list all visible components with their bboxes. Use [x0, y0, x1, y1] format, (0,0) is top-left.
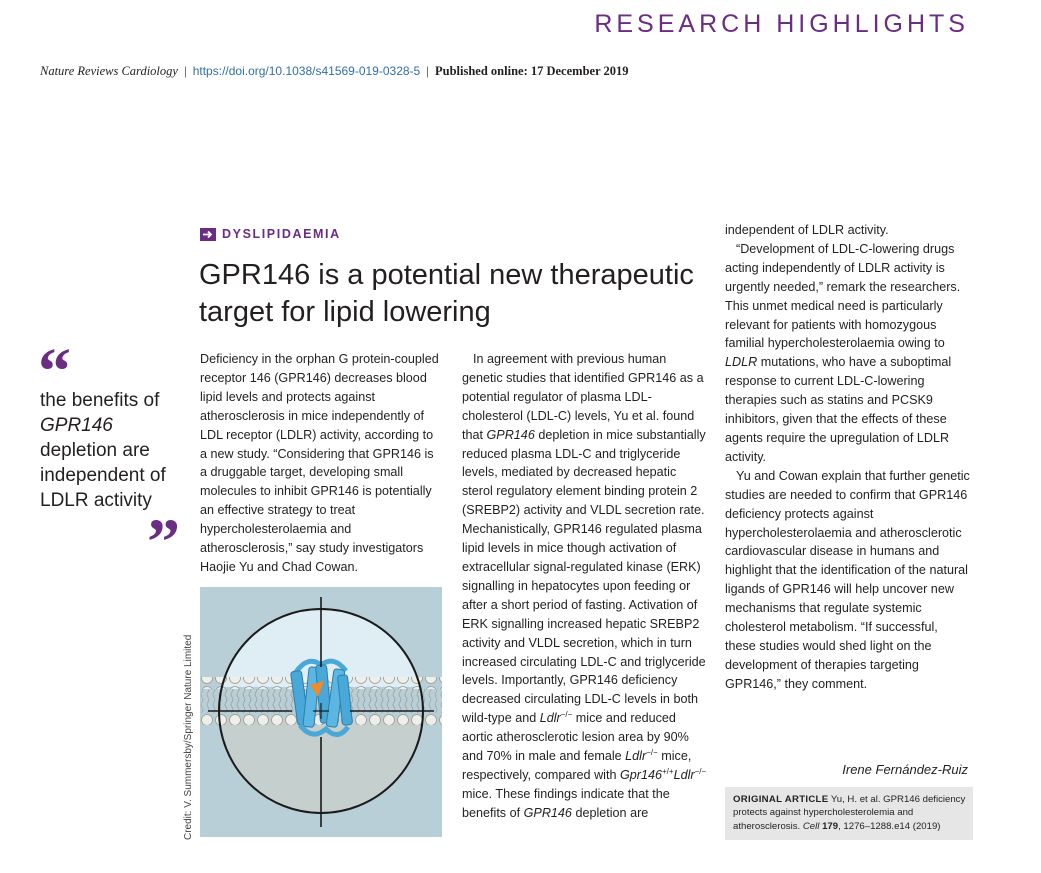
arrow-icon — [200, 228, 216, 241]
paragraph-2: In agreement with previous human genetic studies that identified GPR146 as a potential regulator of plasma LDL-cholesterol (LDL-C) levels, Yu et al. found that GPR146 depletion in mice substantially reduced plasma LDL-C and triglyceride levels, mediated by decreased hepatic sterol regulatory element binding protein 2 (SREBP2) activity and VLDL secretion rate. Mechanistically, GPR146 regulated plasma lipid levels in mice though activation of extracellular signal-regulated kinase (ERK) signalling in hepatocytes upon feeding or after a short period of fasting. Activation of ERK signalling increased hepatic SREBP2 activity and VLDL secretion, which in turn increased circulating LDL-C and triglyceride levels. Importantly, GPR146 deficiency decreased circulating LDL-C levels in both wild-type and Ldlr−/− mice and reduced aortic atherosclerotic lesion area by 90% and 70% in male and female Ldlr−/− mice, respectively, compared with Gpr146+/+Ldlr−/− mice. These findings indicate that the benefits of GPR146 depletion are — [462, 352, 707, 820]
doi-link[interactable]: https://doi.org/10.1038/s41569-019-0328-5 — [192, 64, 421, 78]
separator: | — [426, 64, 429, 78]
paragraph-2-continued: independent of LDLR activity. — [725, 223, 889, 237]
category-label — [200, 227, 341, 241]
article-headline: GPR146 is a potential new therapeutic target for lipid lowering — [199, 259, 694, 328]
gpr146-receptor-illustration — [200, 587, 442, 837]
published-date: Published online: 17 December 2019 — [435, 64, 629, 78]
body-column-1 — [200, 350, 440, 577]
category-text: DYSLIPIDAEMIA — [222, 227, 341, 241]
citation-line — [40, 64, 629, 79]
original-article-label: ORIGINAL ARTICLE — [733, 794, 829, 805]
section-title: RESEARCH HIGHLIGHTS — [594, 10, 969, 38]
paragraph-1: Deficiency in the orphan G protein-coupled receptor 146 (GPR146) decreases blood lipid levels and protects against atherosclerosis in mice independently of LDL receptor (LDLR) activity, according to a new study. “Considering that GPR146 is a druggable target, developing small molecules to inhibit GPR146 is potentially an effective strategy to treat hypercholesterolaemia and atherosclerosis,” say study investigators Haojie Yu and Chad Cowan. — [200, 352, 439, 574]
separator: | — [184, 64, 187, 78]
figure-credit: Credit: V. Summersby/Springer Nature Limited — [183, 634, 194, 840]
pull-quote-text: the benefits of GPR146 depletion are independent of LDLR activity — [40, 390, 166, 511]
open-quote-icon: “ — [38, 335, 71, 408]
pull-quote — [38, 335, 190, 579]
body-column-3 — [725, 221, 971, 694]
paragraph-4: Yu and Cowan explain that further genetic studies are needed to confirm that GPR146 deficiency protects against hypercholesterolaemia and atherosclerotic cardiovascular disease in humans and highlight that the identification of the natural ligands of GPR146 will help uncover new mechanisms that regulate systemic cholesterol metabolism. “If successful, these studies would shed light on the development of therapies targeting GPR146,” they comment. — [725, 468, 970, 691]
illustration-figure — [200, 587, 442, 837]
journal-name: Nature Reviews Cardiology — [40, 64, 178, 78]
author-name: Irene Fernández-Ruiz — [842, 762, 968, 777]
paragraph-3: “Development of LDL-C-lowering drugs acting independently of LDLR activity is urgently needed,” remark the researchers. This unmet medical need is particularly relevant for patients with homozygous familial hypercholesterolaemia owing to LDLR mutations, who have a suboptimal response to current LDL-C-lowering therapies such as statins and PCSK9 inhibitors, given that the effects of these agents require the upregulation of LDLR activity. — [725, 241, 961, 464]
close-quote-icon: ” — [147, 506, 180, 579]
original-article-box: ORIGINAL ARTICLE Yu, H. et al. GPR146 deficiency protects against hypercholesterolemia and atherosclerosis. Cell 179, 1276–1288.e14 (2019) — [725, 787, 973, 840]
body-column-2 — [462, 350, 708, 823]
